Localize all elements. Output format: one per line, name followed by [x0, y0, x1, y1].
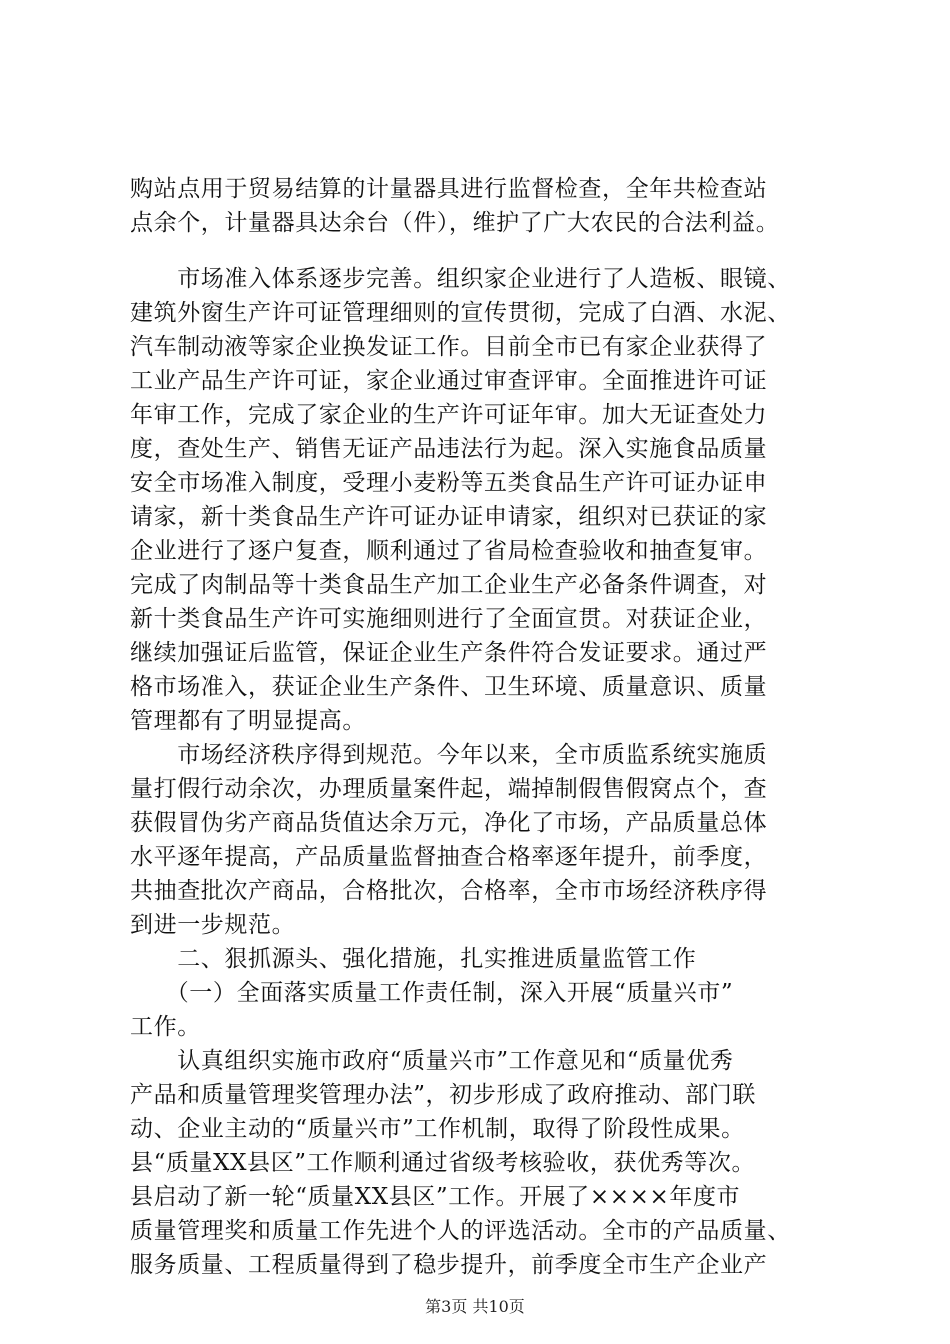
section-heading: 二、狠抓源头、强化措施，扎实推进质量监管工作 [130, 946, 697, 972]
text-line: 产品和质量管理奖管理办法”，初步形成了政府推动、部门联 [130, 1082, 756, 1108]
text-line: 量打假行动余次，办理质量案件起，端掉制假售假窝点个，查 [130, 776, 768, 802]
text-line: 认真组织实施市政府“质量兴市”工作意见和“质量优秀 [130, 1048, 734, 1074]
text-line: 购站点用于贸易结算的计量器具进行监督检查，全年共检查站 [130, 176, 768, 202]
text-line: 质量管理奖和质量工作先进个人的评选活动。全市的产品质量、 [130, 1218, 791, 1244]
text-line: 到进一步规范。 [130, 912, 296, 938]
text-line: 水平逐年提高，产品质量监督抽查合格率逐年提升，前季度， [130, 844, 768, 870]
text-line: 服务质量、工程质量得到了稳步提升，前季度全市生产企业产 [130, 1252, 768, 1278]
text-line: 市场准入体系逐步完善。组织家企业进行了人造板、眼镜、 [130, 266, 791, 292]
text-line: 建筑外窗生产许可证管理细则的宣传贯彻，完成了白酒、水泥、 [130, 300, 791, 326]
subsection-heading: 工作。 [130, 1014, 201, 1040]
text-line: 年审工作，完成了家企业的生产许可证年审。加大无证查处力 [130, 402, 768, 428]
text-line: 完成了肉制品等十类食品生产加工企业生产必备条件调查，对 [130, 572, 768, 598]
text-line: 获假冒伪劣产商品货值达余万元，净化了市场，产品质量总体 [130, 810, 768, 836]
text-line: 度，查处生产、销售无证产品违法行为起。深入实施食品质量 [130, 436, 768, 462]
text-line: 市场经济秩序得到规范。今年以来，全市质监系统实施质 [130, 742, 768, 768]
text-line: 动、企业主动的“质量兴市”工作机制，取得了阶段性成果。 [130, 1116, 745, 1142]
text-line: 管理都有了明显提高。 [130, 708, 366, 734]
subsection-heading: （一）全面落实质量工作责任制，深入开展“质量兴市” [130, 980, 734, 1006]
text-line: 县启动了新一轮“质量XX县区”工作。开展了××××年度市 [130, 1184, 741, 1210]
text-line: 点余个，计量器具达余台（件），维护了广大农民的合法利益。 [130, 210, 780, 236]
text-line: 新十类食品生产许可实施细则进行了全面宣贯。对获证企业， [130, 606, 768, 632]
text-line: 格市场准入，获证企业生产条件、卫生环境、质量意识、质量 [130, 674, 768, 700]
text-line: 共抽查批次产商品，合格批次，合格率，全市市场经济秩序得 [130, 878, 768, 904]
text-line: 继续加强证后监管，保证企业生产条件符合发证要求。通过严 [130, 640, 768, 666]
page-footer: 第3页 共10页 [425, 1297, 525, 1316]
text-line: 汽车制动液等家企业换发证工作。目前全市已有家企业获得了 [130, 334, 768, 360]
text-line: 请家，新十类食品生产许可证办证申请家，组织对已获证的家 [130, 504, 768, 530]
text-line: 县“质量XX县区”工作顺利通过省级考核验收，获优秀等次。 [130, 1150, 756, 1176]
text-line: 企业进行了逐户复查，顺利通过了省局检查验收和抽查复审。 [130, 538, 768, 564]
text-line: 工业产品生产许可证，家企业通过审查评审。全面推进许可证 [130, 368, 768, 394]
text-line: 安全市场准入制度，受理小麦粉等五类食品生产许可证办证申 [130, 470, 768, 496]
